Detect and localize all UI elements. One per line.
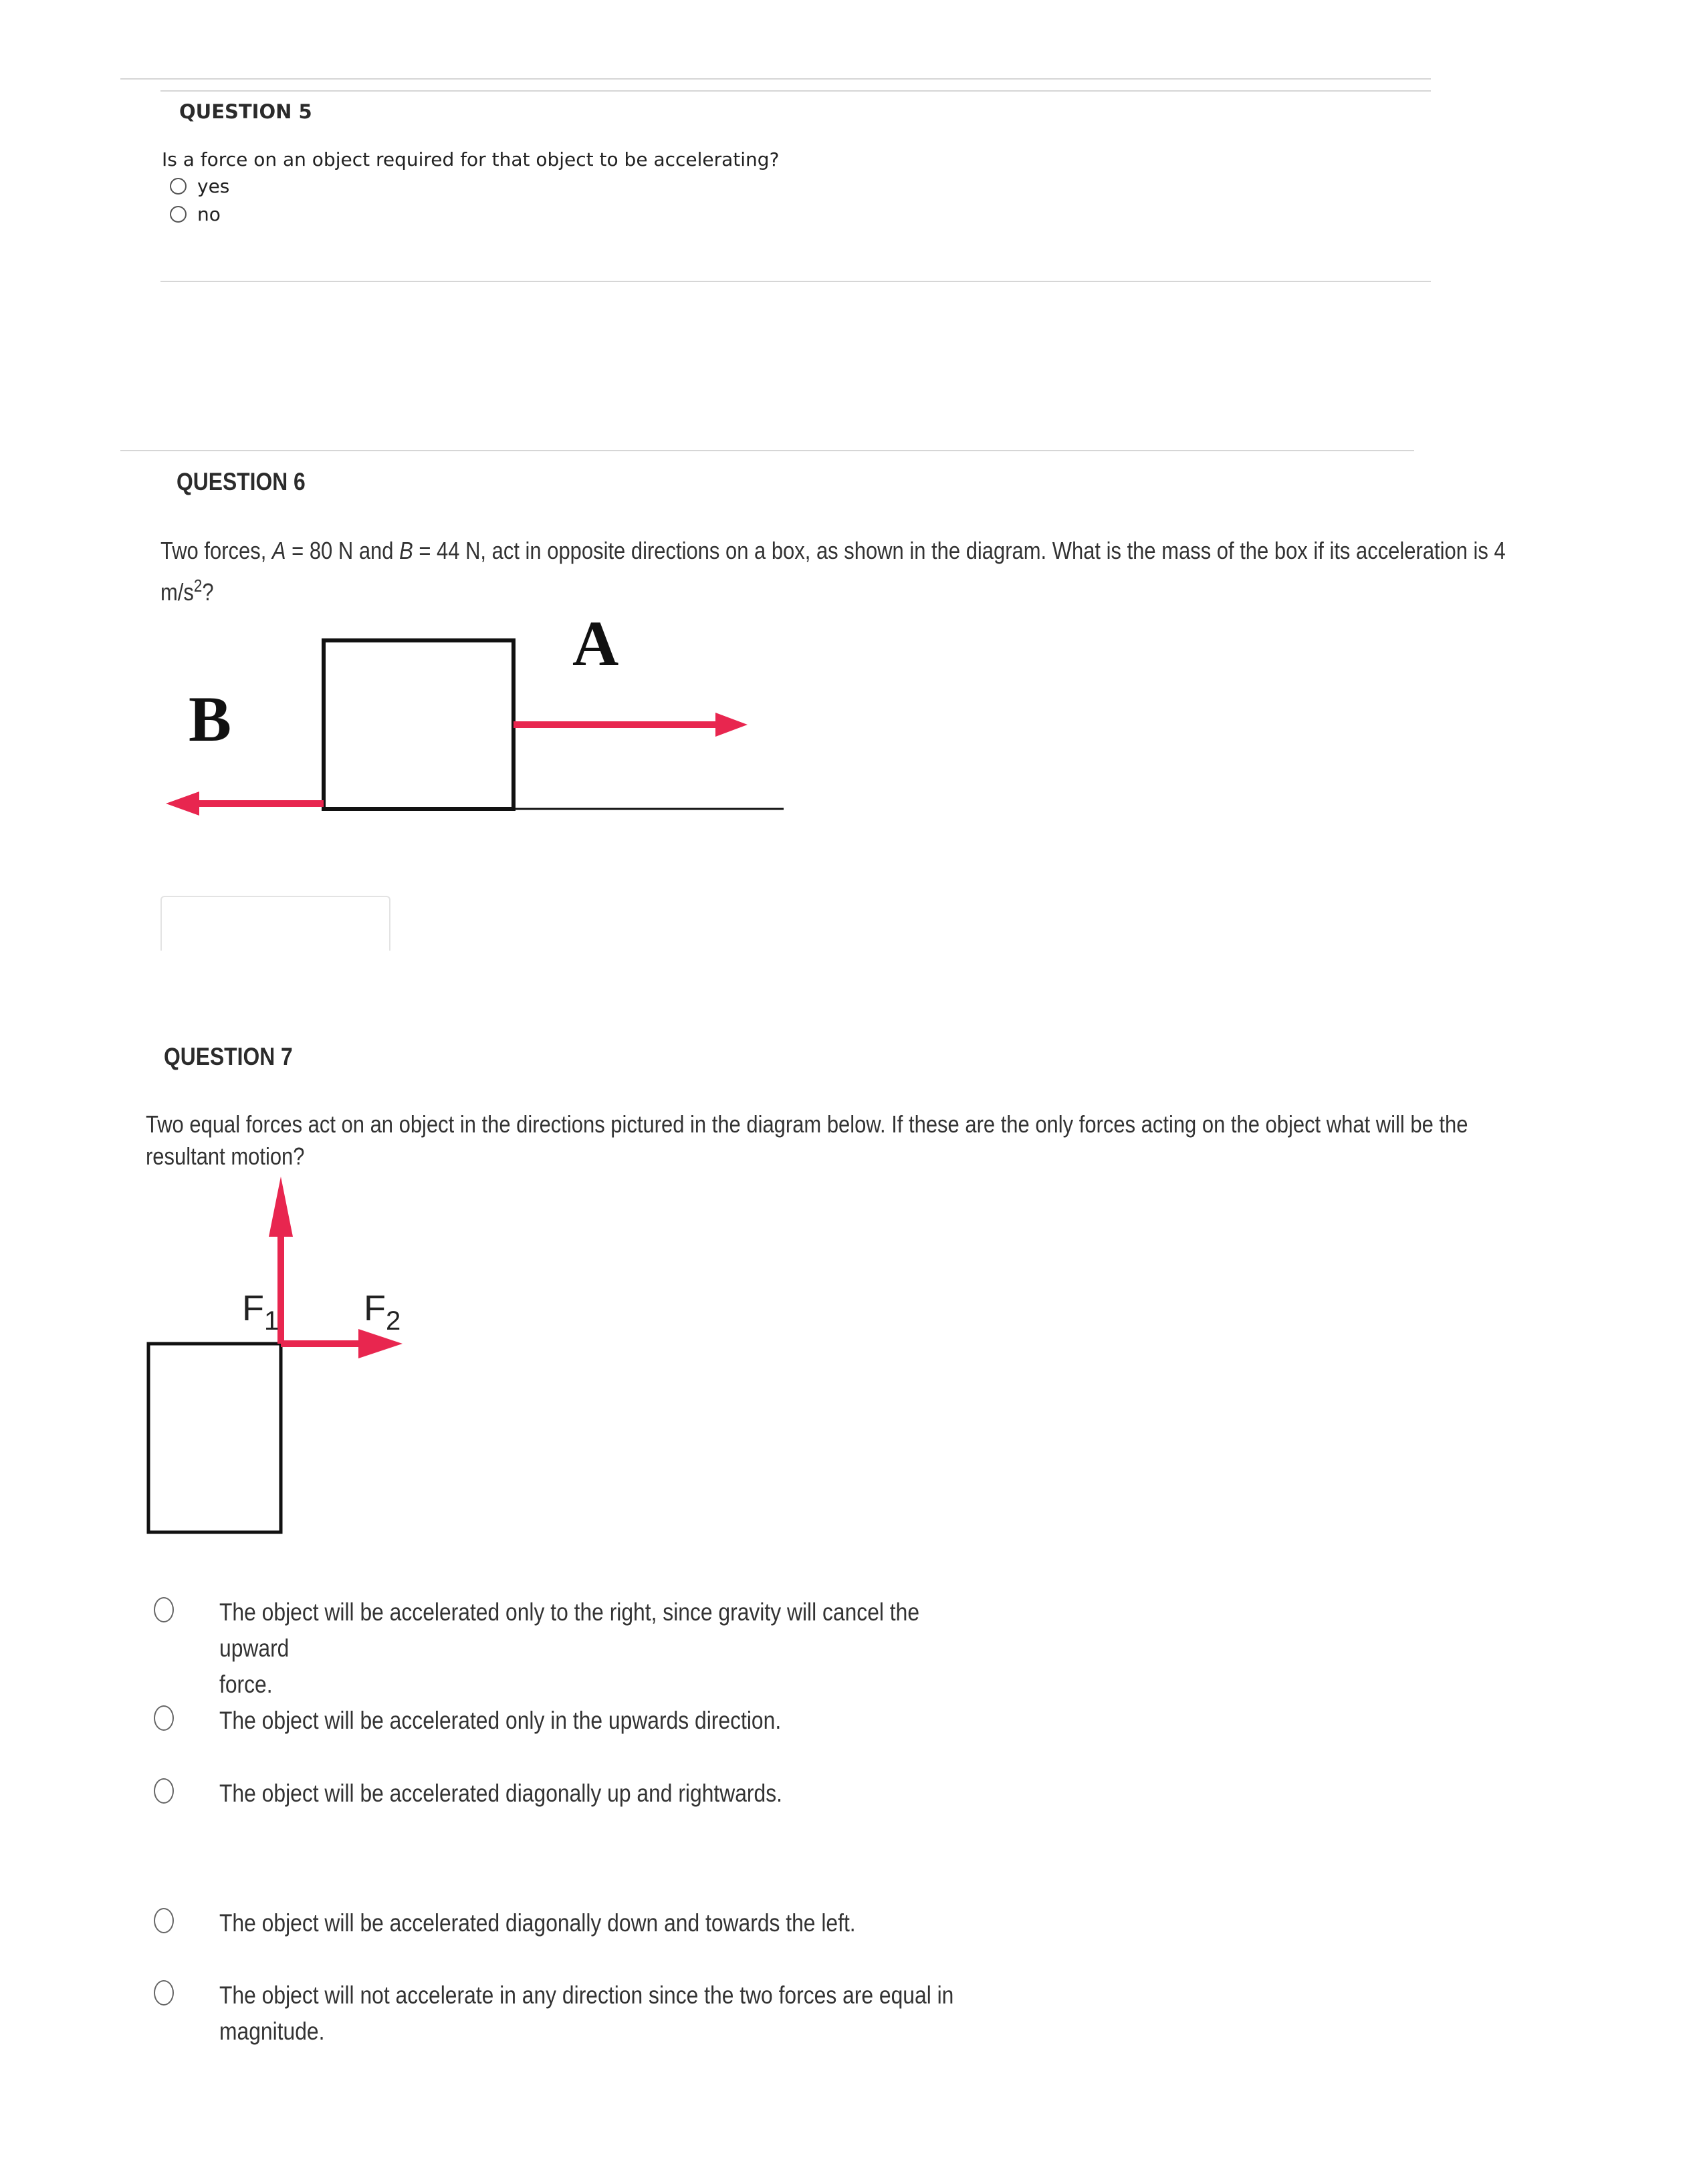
force-a-label: A [572, 608, 619, 679]
q6-prompt-line1: Two forces, A = 80 N and B = 44 N, act in opposite directions on a box, as shown in the diagram. What is the mass of the box if its acceleration is 4 [160, 537, 1506, 564]
force-f1-label: $F_1$ [242, 1288, 279, 1336]
q7-option-3-text: The object will be accelerated diagonally up and rightwards. [219, 1780, 782, 1807]
q7-prompt-line1: Two equal forces act on an object in the directions pictured in the diagram below. If these are the only forces acting on the object what will be the [146, 1110, 1468, 1138]
q7-radio-5[interactable] [154, 1980, 174, 2006]
q5-option-no-label: no [197, 203, 221, 225]
force-f2-label: $F_2$ [364, 1288, 401, 1336]
object-box [148, 1344, 281, 1532]
question-6-title: QUESTION 6 [177, 468, 306, 495]
q7-radio-4[interactable] [154, 1908, 174, 1933]
question-5-title: QUESTION 5 [179, 100, 312, 123]
q7-option-1-text: The object will be accelerated only to the right, since gravity will cancel the upward force. [219, 1598, 920, 1698]
question-5-prompt: Is a force on an object required for that object to be accelerating? [162, 148, 780, 170]
q7-option-4-text: The object will be accelerated diagonally down and towards the left. [219, 1909, 856, 1937]
question-7-title: QUESTION 7 [164, 1043, 293, 1070]
q6-prompt-line2: $m/s^2$? [160, 576, 214, 606]
q7-radio-1[interactable] [154, 1597, 174, 1622]
q7-prompt-line2: resultant motion? [146, 1142, 305, 1170]
q7-radio-3[interactable] [154, 1778, 174, 1804]
q7-option-5-text: The object will not accelerate in any direction since the two forces are equal in magnitude. [219, 1981, 954, 2045]
q5-option-yes-label: yes [197, 175, 230, 197]
q7-option-2-text: The object will be accelerated only in the upwards direction. [219, 1707, 782, 1734]
force-b-label: B [189, 683, 232, 755]
force-f1-arrowhead [269, 1177, 293, 1237]
q7-radio-2[interactable] [154, 1705, 174, 1731]
